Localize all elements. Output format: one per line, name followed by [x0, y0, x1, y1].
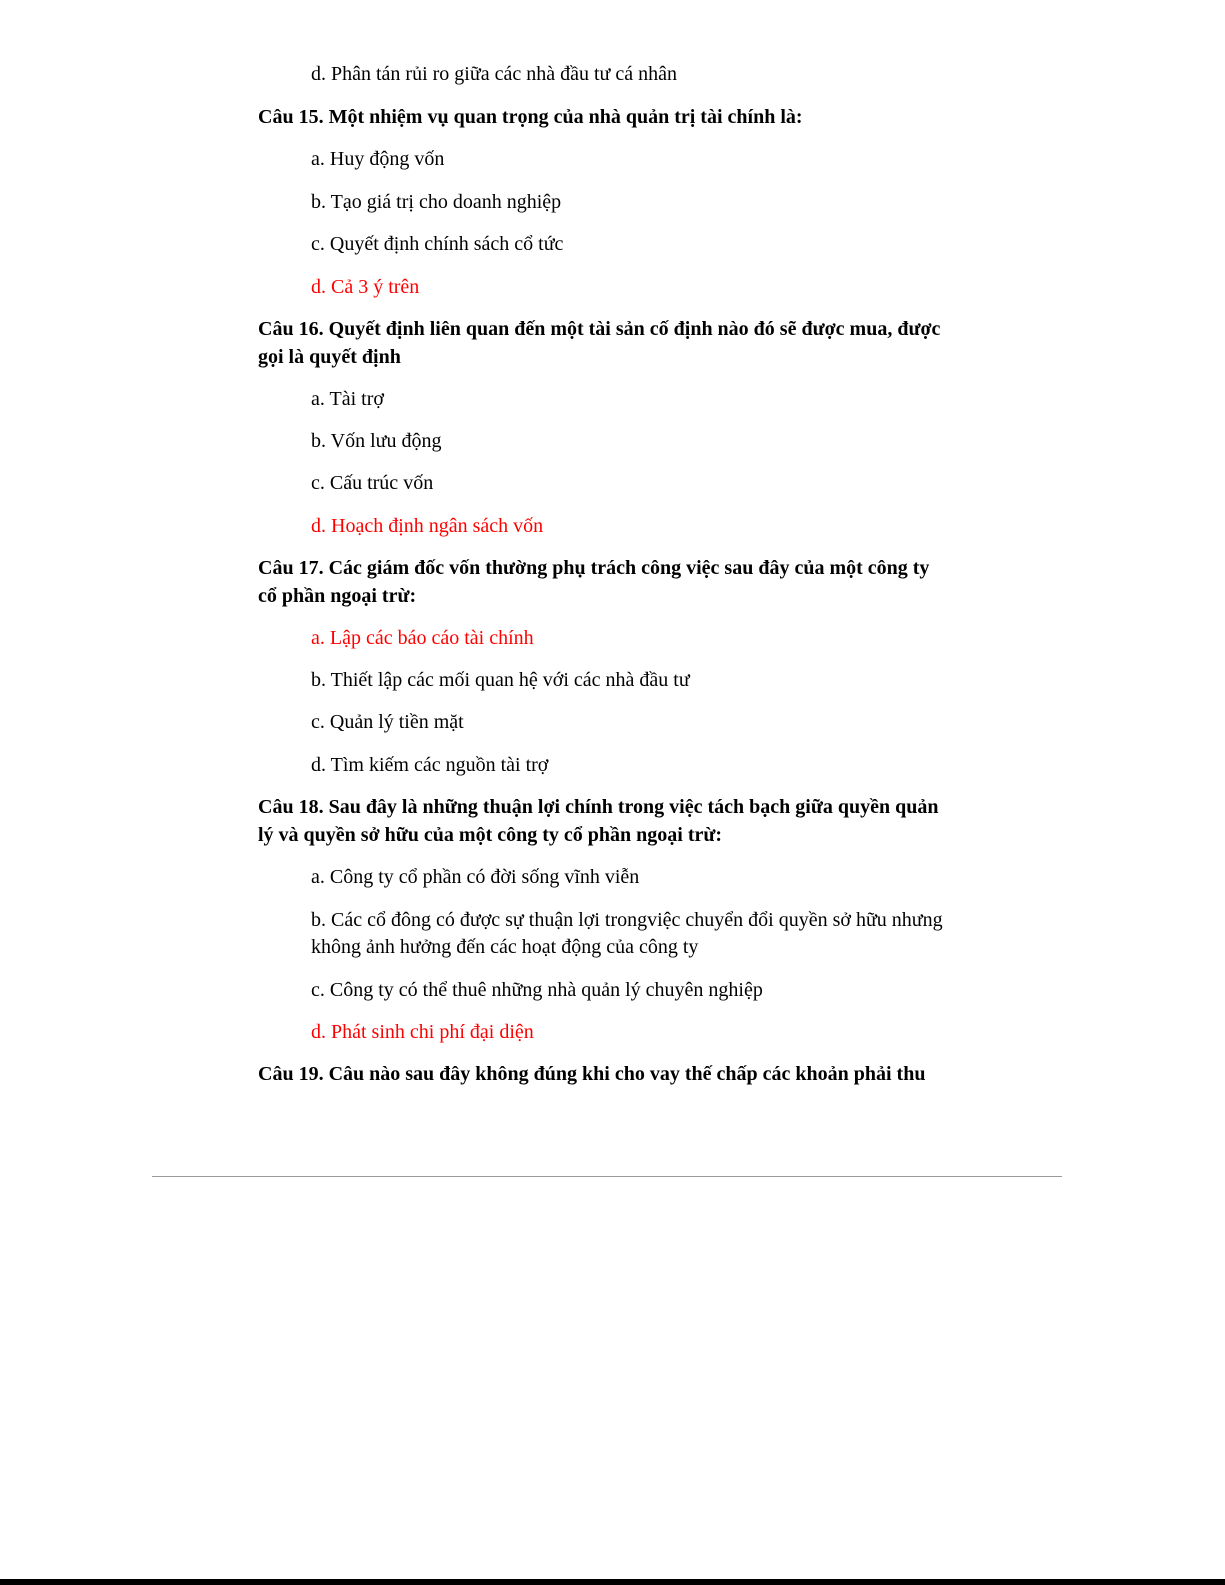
option-q17-d: d. Tìm kiếm các nguồn tài trợ — [311, 754, 549, 776]
option-q17-c: c. Quản lý tiền mặt — [311, 711, 464, 733]
option-q15-d-answer: d. Cả 3 ý trên — [311, 276, 420, 298]
option-q18-d-answer: d. Phát sinh chi phí đại diện — [311, 1021, 534, 1043]
page-divider — [152, 1176, 1062, 1177]
option-q16-d-answer: d. Hoạch định ngân sách vốn — [311, 515, 544, 537]
option-q18-c: c. Công ty có thể thuê những nhà quản lý chuyên nghiệp — [311, 979, 763, 1001]
question-18-title-line1: Câu 18. Sau đây là những thuận lợi chính trong việc tách bạch giữa quyền quản — [258, 796, 939, 818]
question-19-title: Câu 19. Câu nào sau đây không đúng khi cho vay thế chấp các khoản phải thu — [258, 1063, 926, 1085]
option-q15-b: b. Tạo giá trị cho doanh nghiệp — [311, 191, 562, 213]
question-15-title: Câu 15. Một nhiệm vụ quan trọng của nhà quản trị tài chính là: — [258, 106, 803, 128]
option-q15-c: c. Quyết định chính sách cổ tức — [311, 233, 564, 255]
question-18-title-line2: lý và quyền sở hữu của một công ty cổ phần ngoại trừ: — [258, 824, 723, 846]
option-q18-a: a. Công ty cổ phần có đời sống vĩnh viễn — [311, 866, 640, 888]
option-q18-b-line2: không ảnh hưởng đến các hoạt động của công ty — [311, 936, 699, 958]
question-16-title-line1: Câu 16. Quyết định liên quan đến một tài sản cố định nào đó sẽ được mua, được — [258, 318, 941, 340]
option-q16-c: c. Cấu trúc vốn — [311, 472, 434, 494]
option-q17-b: b. Thiết lập các mối quan hệ với các nhà đầu tư — [311, 669, 690, 691]
question-17-title-line2: cổ phần ngoại trừ: — [258, 585, 417, 607]
question-16-title-line2: gọi là quyết định — [258, 346, 401, 368]
option-q16-a: a. Tài trợ — [311, 388, 384, 410]
option-q17-a-answer: a. Lập các báo cáo tài chính — [311, 627, 534, 649]
question-17-title-line1: Câu 17. Các giám đốc vốn thường phụ trách công việc sau đây của một công ty — [258, 557, 930, 579]
option-q18-b-line1: b. Các cổ đông có được sự thuận lợi trongviệc chuyển đổi quyền sở hữu nhưng — [311, 909, 943, 931]
bottom-edge-bar — [0, 1579, 1225, 1585]
option-q16-b: b. Vốn lưu động — [311, 430, 442, 452]
option-q15-a: a. Huy động vốn — [311, 148, 445, 170]
option-q14-d: d. Phân tán rủi ro giữa các nhà đầu tư cá nhân — [311, 63, 677, 85]
